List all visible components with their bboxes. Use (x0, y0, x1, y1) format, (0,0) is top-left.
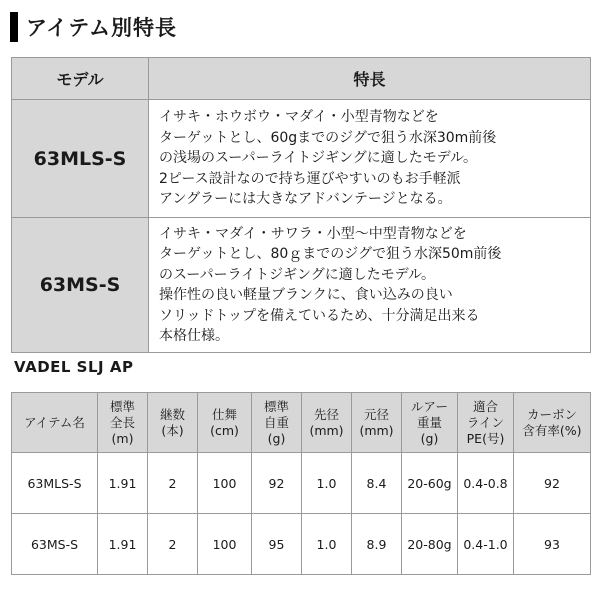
spec-header-line: 含有率(%) (522, 422, 582, 438)
spec-cell: 100 (198, 514, 252, 575)
spec-cell: 1.0 (302, 514, 352, 575)
spec-cell: 8.9 (352, 514, 402, 575)
description-line: イサキ・マダイ・サワラ・小型〜中型青物などを (159, 226, 467, 242)
spec-header-line: 自重 (263, 414, 289, 430)
section-title: アイテム別特長 (26, 16, 178, 40)
spec-header-line: (g) (267, 430, 286, 446)
description-line: アングラーには大きなアドバンテージとなる。 (159, 191, 452, 208)
spec-cell: 2 (148, 514, 198, 575)
feature-model-name: 63MLS-S (12, 100, 149, 218)
feature-description (149, 218, 591, 353)
feature-row (12, 218, 591, 353)
spec-cell: 8.4 (352, 453, 402, 514)
spec-header-cell (198, 393, 252, 453)
feature-table (11, 57, 591, 353)
feature-description (149, 100, 591, 218)
spec-header-cell (458, 393, 514, 453)
spec-header-line: ライン (466, 414, 505, 430)
spec-cell: 2 (148, 453, 198, 514)
spec-cell: 20-80g (402, 514, 458, 575)
feature-header-row (12, 58, 591, 100)
spec-cell: 1.91 (98, 453, 148, 514)
spec-cell: 1.91 (98, 514, 148, 575)
spec-header-line: ルアー (410, 398, 449, 414)
spec-header-cell (302, 393, 352, 453)
spec-cell: 92 (252, 453, 302, 514)
description-line: ターゲットとし、60gまでのジグで狙う水深30m前後 (159, 129, 497, 146)
heading-accent-bar (10, 12, 18, 42)
spec-cell: 100 (198, 453, 252, 514)
spec-cell: 93 (514, 514, 591, 575)
description-line: 本格仕様。 (159, 328, 229, 345)
spec-header-line: カーボン (526, 406, 577, 422)
description-line: 2ピース設計なので持ち運びやすいのもお手軽派 (159, 170, 461, 187)
description-line: のスーパーライトジギングに適したモデル。 (159, 266, 435, 283)
spec-row (12, 453, 591, 514)
spec-body (12, 453, 591, 575)
spec-header-cell (402, 393, 458, 453)
spec-cell: 1.0 (302, 453, 352, 514)
spec-row (12, 514, 591, 575)
spec-cell: 0.4-0.8 (458, 453, 514, 514)
section-heading (10, 10, 177, 44)
feature-model-name: 63MS-S (12, 218, 149, 353)
spec-header-line: (cm) (210, 422, 239, 438)
description-line: ソリッドトップを備えているため、十分満足出来る (159, 307, 480, 324)
spec-header-line: (mm) (359, 422, 394, 438)
spec-header-line: (mm) (309, 422, 344, 438)
description-line: 操作性の良い軽量ブランクに、食い込みの良い (159, 287, 453, 304)
spec-header-line: 仕舞 (211, 406, 237, 422)
spec-header-row (12, 393, 591, 453)
spec-header-line: 標準 (263, 398, 289, 414)
spec-header-cell (514, 393, 591, 453)
spec-header-cell (12, 393, 98, 453)
spec-header-line: 先径 (313, 406, 339, 422)
spec-header-line: PE(号) (466, 430, 505, 446)
spec-header-cell (148, 393, 198, 453)
header-features: 特長 (149, 58, 591, 100)
spec-header-line: 重量 (416, 414, 442, 430)
spec-table (11, 392, 591, 575)
spec-cell: 20-60g (402, 453, 458, 514)
spec-header-line: (本) (161, 422, 184, 438)
spec-cell: 0.4-1.0 (458, 514, 514, 575)
spec-header-cell (252, 393, 302, 453)
description-line: イサキ・ホウボウ・マダイ・小型青物などを (159, 109, 439, 126)
spec-cell: 92 (514, 453, 591, 514)
spec-header-line: 適合 (472, 398, 498, 414)
spec-title: VADEL SLJ AP (14, 358, 134, 376)
header-model: モデル (12, 58, 149, 100)
spec-cell: 95 (252, 514, 302, 575)
spec-header-line: (m) (111, 430, 134, 446)
spec-header-line: (g) (420, 430, 439, 446)
spec-header-cell (352, 393, 402, 453)
spec-header-line: 継数 (159, 406, 185, 422)
spec-header-line: 元径 (363, 406, 389, 422)
spec-header-line: アイテム名 (24, 414, 85, 430)
spec-header-cell (98, 393, 148, 453)
spec-cell: 63MLS-S (12, 453, 98, 514)
description-line: の浅場のスーパーライトジギングに適したモデル。 (159, 150, 477, 167)
description-line: ターゲットとし、80ｇまでのジグで狙う水深50m前後 (159, 246, 502, 263)
feature-row (12, 100, 591, 218)
spec-cell: 63MS-S (12, 514, 98, 575)
spec-header-line: 標準 (109, 398, 135, 414)
spec-header-line: 全長 (109, 414, 135, 430)
